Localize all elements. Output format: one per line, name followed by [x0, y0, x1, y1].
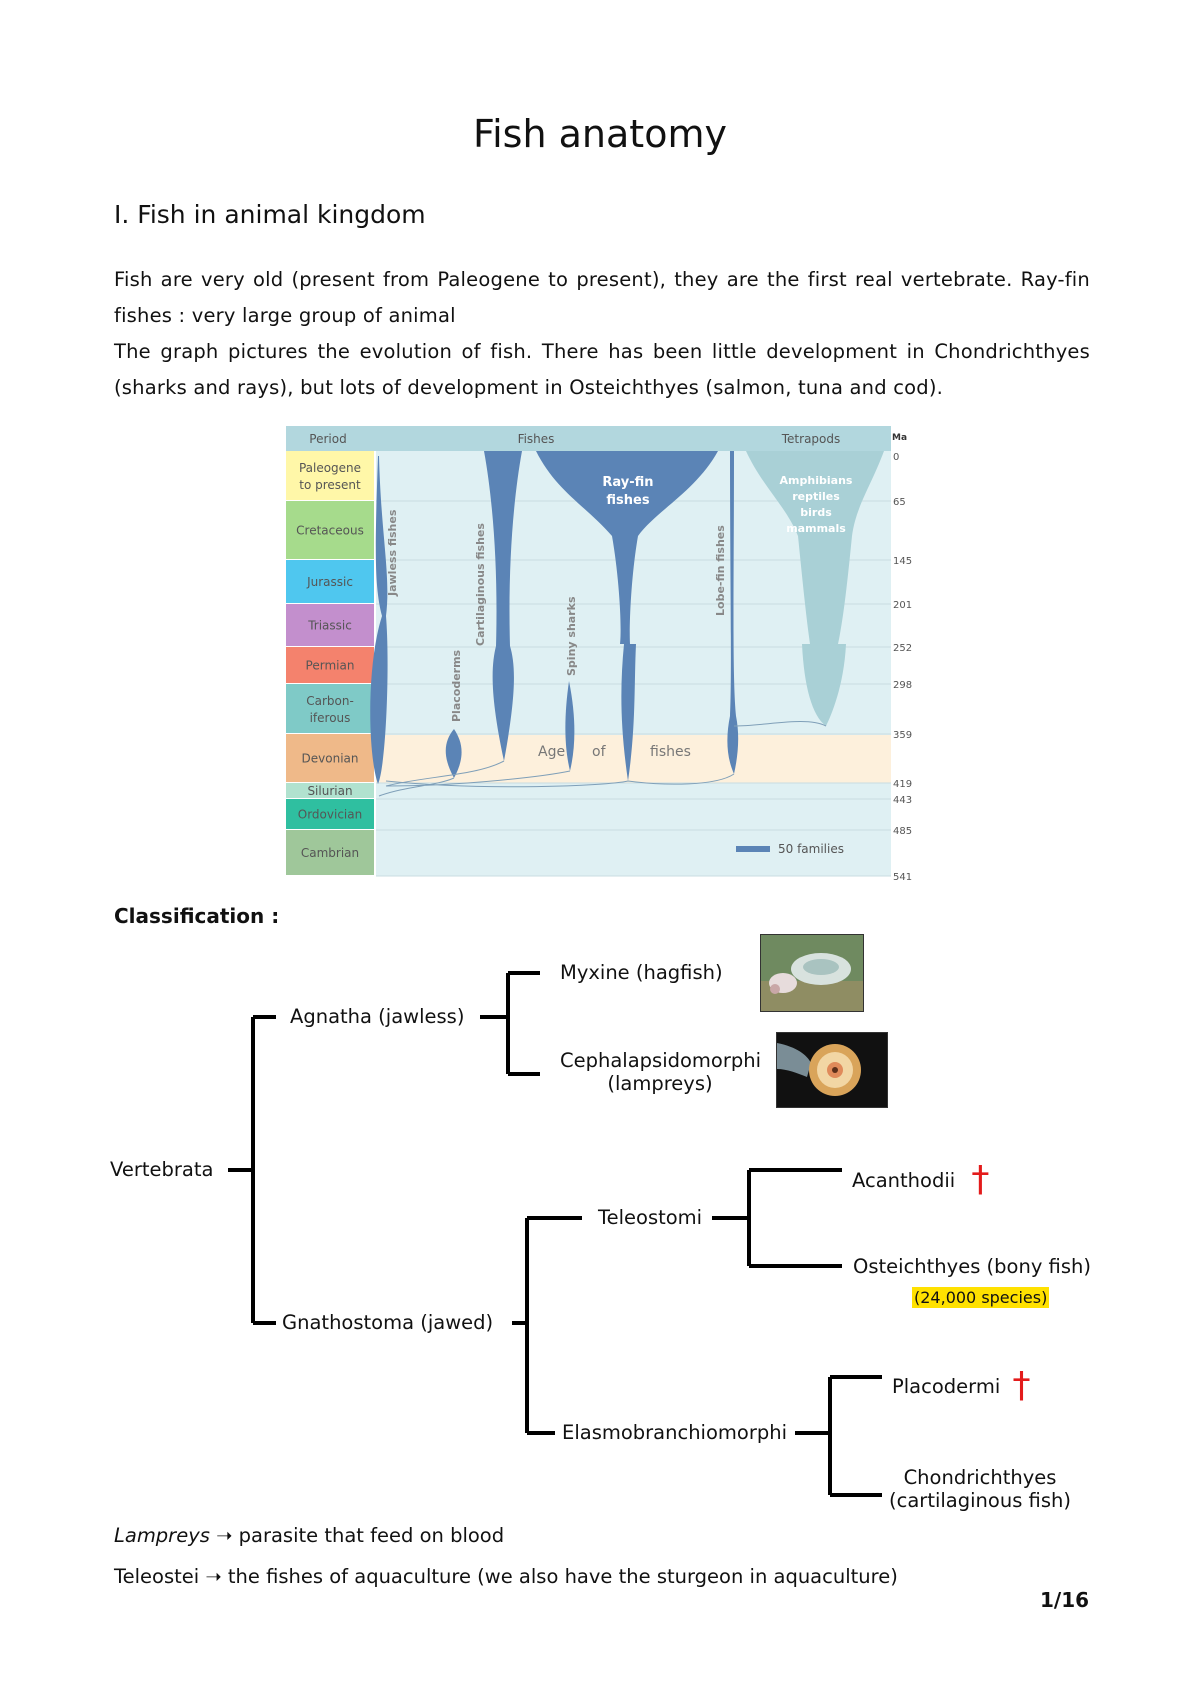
period-label: Silurian	[307, 784, 353, 798]
node-agnatha: Agnatha (jawless)	[290, 1005, 465, 1028]
cephala-line-1: Cephalapsidomorphi	[560, 1049, 762, 1072]
intro-paragraph: Fish are very old (present from Paleogene to present), they are the first real vertebrate. Ray-fin fishes : very large group of animal	[114, 268, 1090, 327]
legend-swatch	[736, 846, 770, 852]
period-label: Jurassic	[307, 575, 353, 589]
node-osteichthyes: Osteichthyes (bony fish)	[853, 1255, 1091, 1278]
bracket-elasmo	[795, 1377, 882, 1495]
species-count-highlight	[912, 1288, 1049, 1307]
section-heading: I. Fish in animal kingdom	[114, 200, 426, 229]
placodermi-label: Placodermi	[892, 1375, 1001, 1398]
period-label: Ordovician	[297, 807, 363, 822]
node-vertebrata: Vertebrata	[110, 1158, 214, 1181]
tetra-label-2: reptiles	[792, 490, 840, 503]
lobefin-label: Lobe-fin fishes	[714, 525, 727, 616]
ma-tick-label: 0	[893, 452, 900, 463]
period-label: Cretaceous	[296, 523, 364, 538]
fish-evolution-figure	[286, 426, 916, 883]
placoderms-label: Placoderms	[450, 649, 463, 722]
period-label: Permian	[305, 658, 355, 673]
spiny-sharks-label: Spiny sharks	[565, 596, 578, 676]
footnote-lampreys-text: ➝ parasite that feed on blood	[209, 1524, 505, 1547]
period-label: Triassic	[308, 618, 352, 633]
period-label: Devonian	[301, 751, 359, 766]
header-tetrapods: Tetrapods	[781, 432, 841, 446]
ma-tick-label: 252	[893, 643, 913, 654]
tetra-label-4: mammals	[786, 522, 846, 535]
cephala-line-2: (lampreys)	[607, 1072, 713, 1095]
lamprey-photo	[776, 1032, 888, 1108]
ma-tick-label: 443	[893, 795, 913, 806]
period-label: Carbon-	[306, 694, 354, 708]
node-myxine: Myxine (hagfish)	[560, 961, 723, 984]
extinct-dagger-icon: †	[971, 1159, 990, 1200]
bracket-gnathostoma	[512, 1218, 582, 1433]
jawless-label: Jawless fishes	[386, 509, 399, 596]
node-gnathostoma: Gnathostoma (jawed)	[282, 1311, 494, 1334]
footnote-teleostei: Teleostei ➝ the fishes of aquaculture (we also have the sturgeon in aquaculture)	[114, 1565, 898, 1588]
age-word-1: Age	[538, 744, 566, 760]
hagfish-photo	[760, 934, 864, 1012]
chondr-line-1: Chondrichthyes	[903, 1466, 1057, 1489]
ma-tick-label: 541	[893, 872, 913, 883]
ma-tick-label: 145	[893, 556, 913, 567]
ma-tick-label: 419	[893, 779, 913, 790]
period-cell	[286, 684, 374, 733]
node-chondrichthyes	[875, 1466, 1085, 1512]
node-teleostomi: Teleostomi	[598, 1206, 703, 1229]
footnote-lampreys-term: Lampreys	[114, 1524, 210, 1547]
rayfin-label-1: Ray-fin	[602, 475, 654, 490]
bracket-agnatha	[480, 973, 540, 1074]
footnote-lampreys	[114, 1524, 504, 1547]
period-cell	[286, 451, 374, 500]
header-fishes: Fishes	[517, 432, 555, 446]
bracket-vertebrata	[228, 1017, 276, 1323]
graph-paragraph: The graph pictures the evolution of fish. There has been little development in Chondrichthyes (sharks and rays), but lots of development in Osteichthyes (salmon, tuna and cod).	[114, 340, 1090, 399]
page-title: Fish anatomy	[473, 112, 727, 156]
age-word-2: of	[592, 744, 606, 760]
node-placodermi	[892, 1364, 1031, 1406]
species-count: (24,000 species)	[914, 1288, 1048, 1307]
ma-tick-label: 485	[893, 826, 913, 837]
node-elasmobranchiomorphi: Elasmobranchiomorphi	[562, 1421, 788, 1444]
period-label: iferous	[309, 711, 351, 725]
period-label: to present	[299, 478, 361, 492]
node-cephalaspidomorphi	[560, 1049, 760, 1095]
cartilaginous-label: Cartilaginous fishes	[474, 523, 487, 646]
ma-tick-label: 65	[893, 497, 906, 508]
legend-label: 50 families	[778, 842, 844, 856]
period-label: Cambrian	[300, 846, 360, 860]
acanthodii-label: Acanthodii	[852, 1169, 956, 1192]
tetra-label-1: Amphibians	[779, 474, 853, 487]
period-label: Paleogene	[298, 461, 362, 475]
header-ma: Ma	[892, 433, 908, 443]
extinct-dagger-icon: †	[1012, 1365, 1031, 1406]
age-word-3: fishes	[650, 744, 691, 760]
ma-tick-label: 359	[893, 730, 913, 741]
chondr-line-2: (cartilaginous fish)	[889, 1489, 1071, 1512]
bracket-teleostomi	[712, 1170, 842, 1266]
header-period: Period	[309, 432, 347, 446]
node-acanthodii	[852, 1158, 990, 1200]
page-number: 1/16	[1040, 1588, 1090, 1612]
ma-tick-label: 201	[893, 600, 913, 611]
tetra-label-3: birds	[800, 506, 832, 519]
ma-tick-label: 298	[893, 680, 913, 691]
rayfin-label-2: fishes	[606, 493, 650, 508]
classification-label: Classification :	[114, 904, 280, 928]
